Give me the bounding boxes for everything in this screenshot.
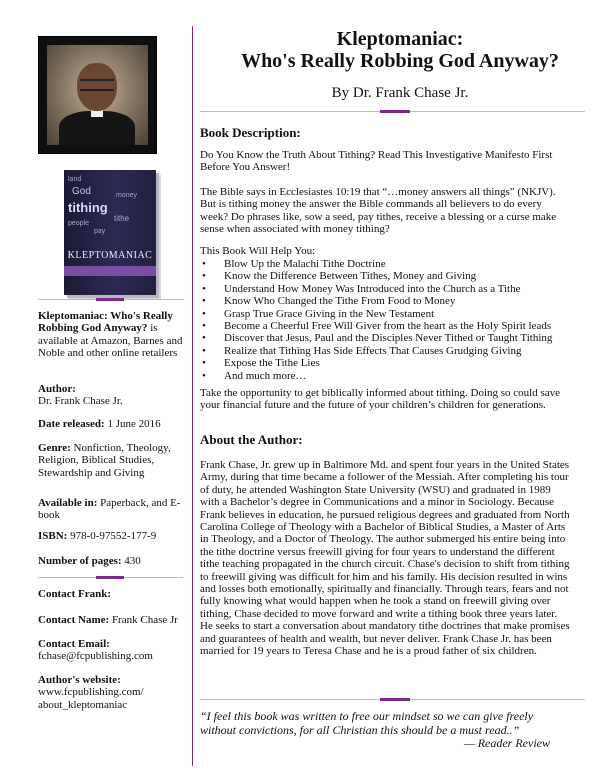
list-item: • Grasp True Grace Giving in the New Testament bbox=[200, 308, 570, 320]
cover-word: people bbox=[68, 220, 90, 227]
column-divider bbox=[192, 26, 193, 766]
isbn-label: ISBN: bbox=[38, 530, 68, 542]
cover-word: tithing bbox=[68, 200, 108, 215]
pages-info bbox=[38, 555, 188, 567]
format-label: Available in: bbox=[38, 497, 98, 509]
contact-name-value: Frank Chase Jr bbox=[109, 614, 178, 626]
help-heading: This Book Will Help You: bbox=[200, 245, 316, 257]
availability-title: Kleptomaniac: Who's Really Robbing God Anyway? bbox=[38, 310, 173, 335]
about-author-text: Frank Chase, Jr. grew up in Baltimore Md. and spent four years in the United States Army, during that time became a follower of the Messiah. After completing his tour of duty, he attended Washington State University (WSU) and graduated in 1989 with a Bachelor’s degree in Communications and a minor in Sociology. Because Frank believes in education, he pursued religious degrees and graduated from North Carolina College of Theology with a Bachelor of Biblical Studies, a Master of Arts in Theology, and a Doctor of Theology. The author submerged his entire being into the tithe doctrine versus freewill giving for four years to understand the different tithe teaching propagated in the church circuit. Chase's decision to shift from tithing to freewill giving was difficult for him and his family. His decision resulted in wins and losses both emotionally, spiritually and financially. Through tears, fears and not fully knowing what would happen when he took a stand on freewill giving over tithing, Chase decided to move forward and write a tithing book three years later. He seeks to start a conversation about mandatory tithe doctrines that make promises and guarantees of health and wealth, but never deliver. Frank Chase Jr. has been married for 19 years to Teresa Chase and he is a proud father of six children. bbox=[200, 459, 570, 658]
about-author-heading: About the Author: bbox=[200, 432, 303, 447]
availability-text: is available at Amazon, Barnes and Noble and other online retailers bbox=[38, 322, 183, 360]
isbn-info bbox=[38, 530, 188, 542]
title-divider-accent bbox=[380, 110, 410, 113]
contact-email-info bbox=[38, 638, 188, 663]
date-info bbox=[38, 418, 188, 430]
page-title: Kleptomaniac: Who's Really Robbing God Anyway? bbox=[241, 28, 559, 72]
website-label: Author's website: bbox=[38, 674, 121, 686]
list-item: • Expose the Tithe Lies bbox=[200, 357, 570, 369]
author-portrait bbox=[47, 45, 148, 145]
cover-word: tithe bbox=[114, 214, 130, 223]
contact-name-label: Contact Name: bbox=[38, 614, 110, 626]
review-quote: “I feel this book was written to free our mindset so we can give freely without convictions, for all Christian this should be a must read..” bbox=[200, 709, 534, 737]
list-item: • Know Who Changed the Tithe From Food to Money bbox=[200, 295, 570, 307]
cover-word: pay bbox=[94, 228, 106, 235]
list-item: • Become a Cheerful Free Will Giver from the heart as the Holy Spirit leads bbox=[200, 320, 570, 332]
review-attribution: — Reader Review bbox=[464, 736, 550, 750]
pages-label: Number of pages: bbox=[38, 555, 122, 567]
pages-value: 430 bbox=[121, 555, 141, 567]
author-value: Dr. Frank Chase Jr. bbox=[38, 395, 123, 408]
genre-value: Nonfiction, Theology, Religion, Biblical Studies, Stewardship and Giving bbox=[38, 442, 171, 479]
format-value: Paperback, and E-book bbox=[38, 497, 181, 522]
cover-word: money bbox=[116, 192, 138, 199]
book-description-heading: Book Description: bbox=[200, 125, 301, 140]
website-link[interactable]: www.fcpublishing.com/ about_kleptomaniac bbox=[38, 686, 144, 711]
description-paragraph: The Bible says in Ecclesiastes 10:19 that “…money answers all things” (NKJV). But is tithing money the answer the Bible commands all believers to do every week? Do phrases like, sow a seed, pay tithes, receive a blessing or a curse make sense when associated with money tithing? bbox=[200, 186, 557, 236]
list-item: • Discover that Jesus, Paul and the Disciples Never Tithed or Taught Tithing bbox=[200, 332, 570, 344]
isbn-value: 978-0-97552-177-9 bbox=[67, 530, 157, 542]
list-item: • And much more… bbox=[200, 370, 570, 382]
cover-title: KLEPTOMANIAC bbox=[67, 250, 153, 261]
byline: By Dr. Frank Chase Jr. bbox=[331, 85, 469, 101]
benefits-list bbox=[200, 258, 570, 382]
list-item: • Understand How Money Was Introduced into the Church as a Tithe bbox=[200, 283, 570, 295]
contact-email-link[interactable]: fchase@fcpublishing.com bbox=[38, 650, 153, 663]
intro-text: Do You Know the Truth About Tithing? Read This Investigative Manifesto First Before You Answer! bbox=[200, 149, 553, 174]
contact-name-info bbox=[38, 614, 188, 626]
left-divider-accent bbox=[96, 298, 124, 301]
availability-note bbox=[38, 310, 188, 360]
list-item: • Realize that Tithing Has Side Effects That Causes Grudging Giving bbox=[200, 345, 570, 357]
list-item: • Know the Difference Between Tithes, Money and Giving bbox=[200, 270, 570, 282]
list-item: • Blow Up the Malachi Tithe Doctrine bbox=[200, 258, 570, 270]
contact-heading: Contact Frank: bbox=[38, 588, 112, 600]
cover-word: God bbox=[72, 186, 91, 197]
reader-review bbox=[200, 710, 570, 751]
author-info bbox=[38, 383, 188, 408]
quote-divider-accent bbox=[380, 698, 410, 701]
date-label: Date released: bbox=[38, 418, 105, 430]
author-label: Author: bbox=[38, 383, 76, 395]
format-info bbox=[38, 497, 188, 522]
genre-info bbox=[38, 442, 188, 479]
website-info bbox=[38, 674, 188, 711]
contact-email-label: Contact Email: bbox=[38, 638, 110, 650]
author-photo bbox=[38, 36, 157, 154]
closing-text: Take the opportunity to get biblically informed about tithing. Doing so could save your financial future and the future of your children’s children for generations. bbox=[200, 387, 561, 412]
genre-label: Genre: bbox=[38, 442, 71, 454]
left-divider-accent bbox=[96, 576, 124, 579]
date-value: 1 June 2016 bbox=[104, 418, 161, 430]
book-cover-image bbox=[64, 170, 156, 295]
cover-word: land bbox=[68, 176, 82, 183]
cover-band bbox=[64, 266, 156, 276]
